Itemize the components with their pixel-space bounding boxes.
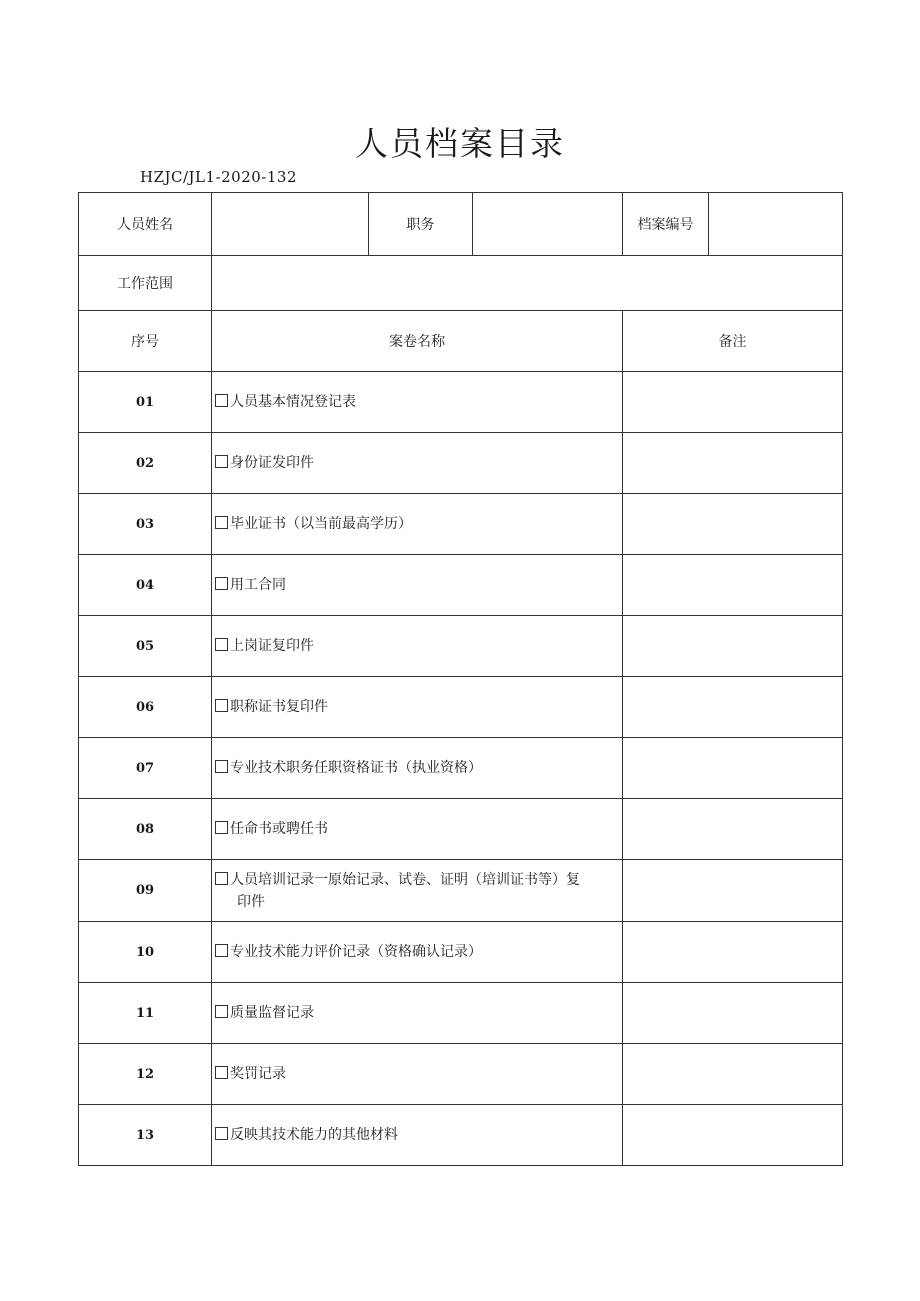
row-number: 12 xyxy=(79,1044,212,1105)
row-item-label: 上岗证复印件 xyxy=(230,638,314,654)
checkbox[interactable] xyxy=(215,760,228,773)
row-item xyxy=(212,1044,623,1105)
table-row xyxy=(79,860,843,922)
column-header-row xyxy=(79,311,843,372)
row-number: 01 xyxy=(79,372,212,433)
table-row xyxy=(79,1105,843,1166)
table-row xyxy=(79,677,843,738)
row-remark[interactable] xyxy=(623,983,843,1044)
row-remark[interactable] xyxy=(623,860,843,922)
row-item-label: 人员培训记录一原始记录、试卷、证明（培训证书等）复 xyxy=(230,871,580,888)
row-item xyxy=(212,983,623,1044)
row-number: 10 xyxy=(79,922,212,983)
row-remark[interactable] xyxy=(623,616,843,677)
row-item xyxy=(212,433,623,494)
row-item xyxy=(212,616,623,677)
position-label: 职务 xyxy=(369,193,473,256)
checkbox[interactable] xyxy=(215,455,228,468)
row-item-label: 身份证发印件 xyxy=(230,455,314,471)
row-item-label: 质量监督记录 xyxy=(230,1005,314,1021)
row-number: 11 xyxy=(79,983,212,1044)
row-item-label: 人员基本情况登记表 xyxy=(230,394,356,410)
row-item-label: 专业技术职务任职资格证书（执业资格） xyxy=(230,760,482,776)
row-item xyxy=(212,799,623,860)
table-row xyxy=(79,738,843,799)
row-item xyxy=(212,1105,623,1166)
rows-body xyxy=(79,372,843,1166)
table-row xyxy=(79,616,843,677)
archive-table xyxy=(78,192,843,1166)
name-field[interactable] xyxy=(212,193,369,256)
remark-header: 备注 xyxy=(623,311,843,372)
name-label: 人员姓名 xyxy=(79,193,212,256)
checkbox[interactable] xyxy=(215,1005,228,1018)
row-remark[interactable] xyxy=(623,494,843,555)
row-item xyxy=(212,738,623,799)
row-item xyxy=(212,922,623,983)
table-row xyxy=(79,372,843,433)
checkbox[interactable] xyxy=(215,638,228,651)
checkbox[interactable] xyxy=(215,1127,228,1140)
row-remark[interactable] xyxy=(623,1044,843,1105)
checkbox[interactable] xyxy=(215,699,228,712)
scope-field[interactable] xyxy=(212,256,843,311)
checkbox[interactable] xyxy=(215,394,228,407)
row-item-label: 职称证书复印件 xyxy=(230,699,328,715)
row-remark[interactable] xyxy=(623,555,843,616)
row-number: 13 xyxy=(79,1105,212,1166)
position-field[interactable] xyxy=(473,193,623,256)
seq-header: 序号 xyxy=(79,311,212,372)
row-remark[interactable] xyxy=(623,922,843,983)
document-code: HZJC/JL1-2020-132 xyxy=(140,168,298,186)
table-row xyxy=(79,494,843,555)
checkbox[interactable] xyxy=(215,821,228,834)
row-remark[interactable] xyxy=(623,433,843,494)
row-number: 04 xyxy=(79,555,212,616)
row-number: 06 xyxy=(79,677,212,738)
checkbox[interactable] xyxy=(215,1066,228,1079)
checkbox[interactable] xyxy=(215,516,228,529)
row-item xyxy=(212,555,623,616)
row-remark[interactable] xyxy=(623,738,843,799)
table-row xyxy=(79,922,843,983)
row-remark[interactable] xyxy=(623,799,843,860)
row-number: 05 xyxy=(79,616,212,677)
row-number: 07 xyxy=(79,738,212,799)
row-remark[interactable] xyxy=(623,677,843,738)
row-remark[interactable] xyxy=(623,1105,843,1166)
row-item-label: 奖罚记录 xyxy=(230,1066,286,1082)
checkbox[interactable] xyxy=(215,872,228,885)
checkbox[interactable] xyxy=(215,944,228,957)
table-row xyxy=(79,433,843,494)
row-number: 09 xyxy=(79,860,212,922)
scope-row xyxy=(79,256,843,311)
checkbox[interactable] xyxy=(215,577,228,590)
row-item xyxy=(212,677,623,738)
row-item-label: 毕业证书（以当前最高学历） xyxy=(230,516,412,532)
item-name-header: 案卷名称 xyxy=(212,311,623,372)
row-item xyxy=(212,372,623,433)
file-no-label: 档案编号 xyxy=(623,193,709,256)
table-row xyxy=(79,799,843,860)
table-row xyxy=(79,983,843,1044)
table-row xyxy=(79,555,843,616)
row-number: 02 xyxy=(79,433,212,494)
table-row xyxy=(79,1044,843,1105)
row-item-label: 用工合同 xyxy=(230,577,286,593)
row-item-label: 专业技术能力评价记录（资格确认记录） xyxy=(230,944,482,960)
row-number: 08 xyxy=(79,799,212,860)
row-remark[interactable] xyxy=(623,372,843,433)
info-row xyxy=(79,193,843,256)
row-item-label-continued: 印件 xyxy=(237,893,265,910)
row-number: 03 xyxy=(79,494,212,555)
file-no-field[interactable] xyxy=(709,193,843,256)
page-title: 人员档案目录 xyxy=(355,124,565,163)
row-item-label: 反映其技术能力的其他材料 xyxy=(230,1127,398,1143)
row-item xyxy=(212,494,623,555)
row-item-label: 任命书或聘任书 xyxy=(230,821,328,837)
scope-label: 工作范围 xyxy=(79,256,212,311)
row-item xyxy=(212,860,623,922)
